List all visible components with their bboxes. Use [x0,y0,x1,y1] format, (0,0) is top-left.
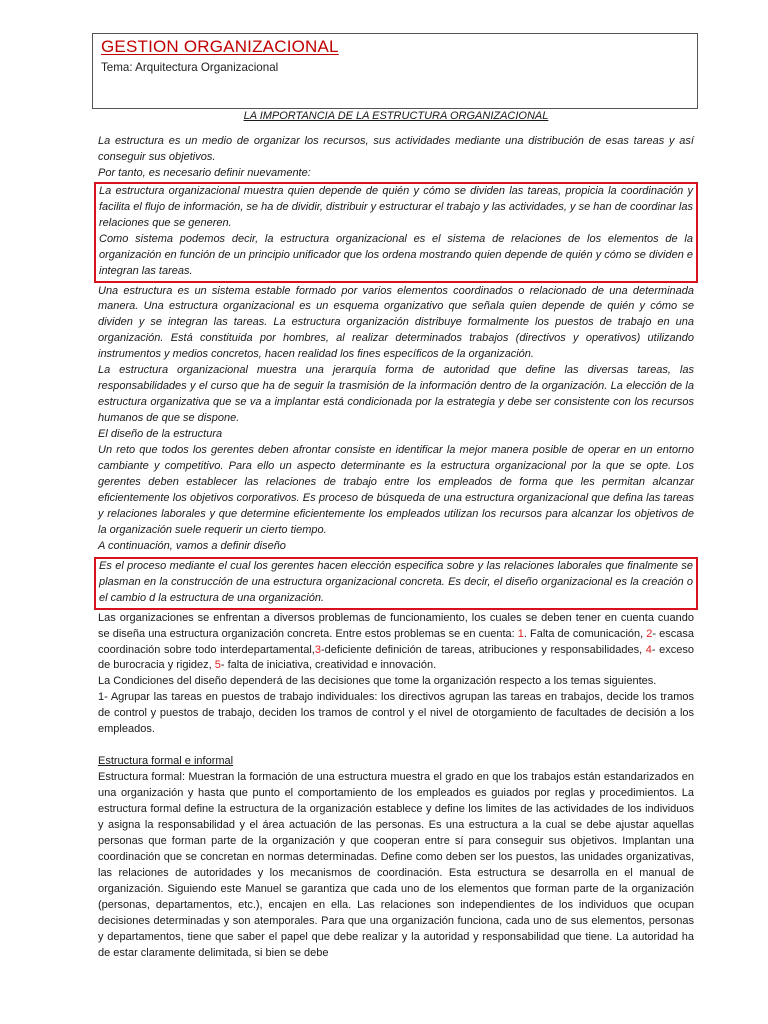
paragraph-define-design: A continuación, vamos a definir diseño [98,539,286,552]
problems-text-c: - escasa coordinación sobre todo interdepartamental, [98,627,695,656]
problems-text-d: -deficiente definición de tareas, atribuciones y responsabilidades, [320,643,646,656]
subheading-design: El diseño de la estructura [98,428,223,441]
problem-number-2: 2 [646,627,653,640]
paragraph-hierarchy: La estructura organizacional muestra una jerarquía forma de autoridad que define las diversas tareas, las responsabilidades y el curso que ha de seguir la trasmisión de la información dentro de la organización. La elección de la estructura organizativa que se va a implantar está condicionada por la estrategia y debe ser consistente con los recursos humanos de que se dispone. [98,364,694,425]
problem-number-5: 5 [214,659,221,672]
paragraph-challenge: Un reto que todos los gerentes deben afrontar consiste en identificar la mejor manera posible de operar en un entorno cambiante y competitivo. Para ello un aspecto determinante es la estructura organizacional por la que se opte. Los gerentes deben establecer las relaciones de trabajo entre los empleados de forma que les permitan alcanzar eficientemente los objetivos corporativos. Es proceso de búsqueda de una estructura organizacional que defina las tareas y relaciones laborales y que determine eficientemente los empleados utilizan los recursos para alcanzar los objetivos de la organización suele requerir un cierto tiempo. [98,444,694,536]
subheading-formal-informal: Estructura formal e informal [98,755,234,768]
problem-number-4: 4 [645,643,652,656]
paragraph-stable-system: Una estructura es un sistema estable formado por varios elementos coordinados o relacionado de una determinada manera. Una estructura organizacional es un esquema organizativo que señala quien depende de quién y cómo se dividen y se integran las tareas. La estructura organización distribuye formalmente los puestos de trabajo en una organización. Está constituida por hombres, al realizar determinados trabajos (directivos y operativos) utilizando instrumentos y medios concretos, hacen realidad los fines específicos de la organización. [98,284,694,361]
problems-text-e: - exceso de burocracia y rigidez, [98,643,694,672]
spacer [98,738,694,754]
problems-text-f: - falta de iniciativa, creatividad e innovación. [220,659,437,672]
problem-number-1: 1 [517,627,524,640]
header-box [92,33,698,109]
highlight-box-structure [94,182,698,283]
section-title: LA IMPORTANCIA DE LA ESTRUCTURA ORGANIZACIONAL [243,110,549,122]
document-body [98,109,694,962]
problem-number-3: 3 [314,643,321,656]
paragraph-intro: La estructura es un medio de organizar los recursos, sus actividades mediante una distribución de esas tareas y así conseguir sus objetivos. [98,134,694,163]
document-title: GESTION ORGANIZACIONAL [101,37,339,56]
problems-text-a: Las organizaciones se enfrentan a diversos problemas de funcionamiento, los cuales se deben tener en cuenta cuando se diseña una estructura organización concreta. Entre estos problemas se en cuenta: [98,611,694,640]
highlight-box-design [94,557,698,610]
paragraph-group-tasks: 1- Agrupar las tareas en puestos de trabajo individuales: los directivos agrupan las tareas en trabajos, decide los tramos de control y puestos de trabajo, deciden los tramos de control y el nivel de otorgamiento de facultades de decisión a los empleados. [98,691,694,736]
document-subtitle: Tema: Arquitectura Organizacional [101,61,279,74]
paragraph-conditions: La Condiciones del diseño dependerá de las decisiones que tome la organización respecto a los temas siguientes. [98,675,657,688]
box-paragraph-system: Como sistema podemos decir, la estructura organizacional es el sistema de relaciones de los elementos de la organización en función de un principio unificador que los ordena mostrando quien depende de quién y cómo se dividen e integran las tareas. [99,232,693,277]
paragraph-define: Por tanto, es necesario definir nuevamente: [98,166,311,179]
paragraph-formal-structure: Estructura formal: Muestran la formación de una estructura muestra el grado en que los trabajos están estandarizados en una organización y hasta que punto el comportamiento de los empleados es guiados por reglas y procedimientos. La estructura formal define la estructura de la organización establece y define los limites de las actividades de los individuos y asigna la responsabilidad y el área actuación de las personas. Es una estructura a la cual se debe ajustar aquellas personas que forman parte de la organización y que cooperan entre sí para conseguir sus objetivos. Implantan una coordinación que se concretan en normas determinadas. Define como deben ser los puestos, las unidades organizativas, las relaciones de autoridades y los mecanismos de coordinación. Esta estructura se desarrolla en el manual de organización. Siguiendo este Manuel se garantiza que cada uno de los elementos que forman parte de la organización (personas, departamentos, etc.), encajen en ella. Las relaciones son independientes de los individuos que ocupan decisiones determinadas y son atemporales. Para que una organización funciona, cada uno de sus elementos, personas y departamentos, tiene que saber el papel que debe realizar y la autoridad y responsabilidad que tiene. La autoridad ha de estar claramente delimitada, si bien se debe [98,771,694,959]
box-paragraph-structure: La estructura organizacional muestra quien depende de quién y cómo se dividen las tareas, propicia la coordinación y facilita el flujo de información, se ha de dividir, distribuir y estructurar el trabajo y las actividades, y se han de coordinar las relaciones que se generen. [99,184,693,229]
box-paragraph-design: Es el proceso mediante el cual los gerentes hacen elección especifica sobre y las relaciones laborales que finalmente se plasman en la construcción de una estructura organizacional concreta. Es decir, el diseño organizacional es la creación o el cambio d la estructura de una organización. [99,559,693,604]
paragraph-problems [98,611,694,675]
problems-text-b: . Falta de comunicación, [523,627,647,640]
